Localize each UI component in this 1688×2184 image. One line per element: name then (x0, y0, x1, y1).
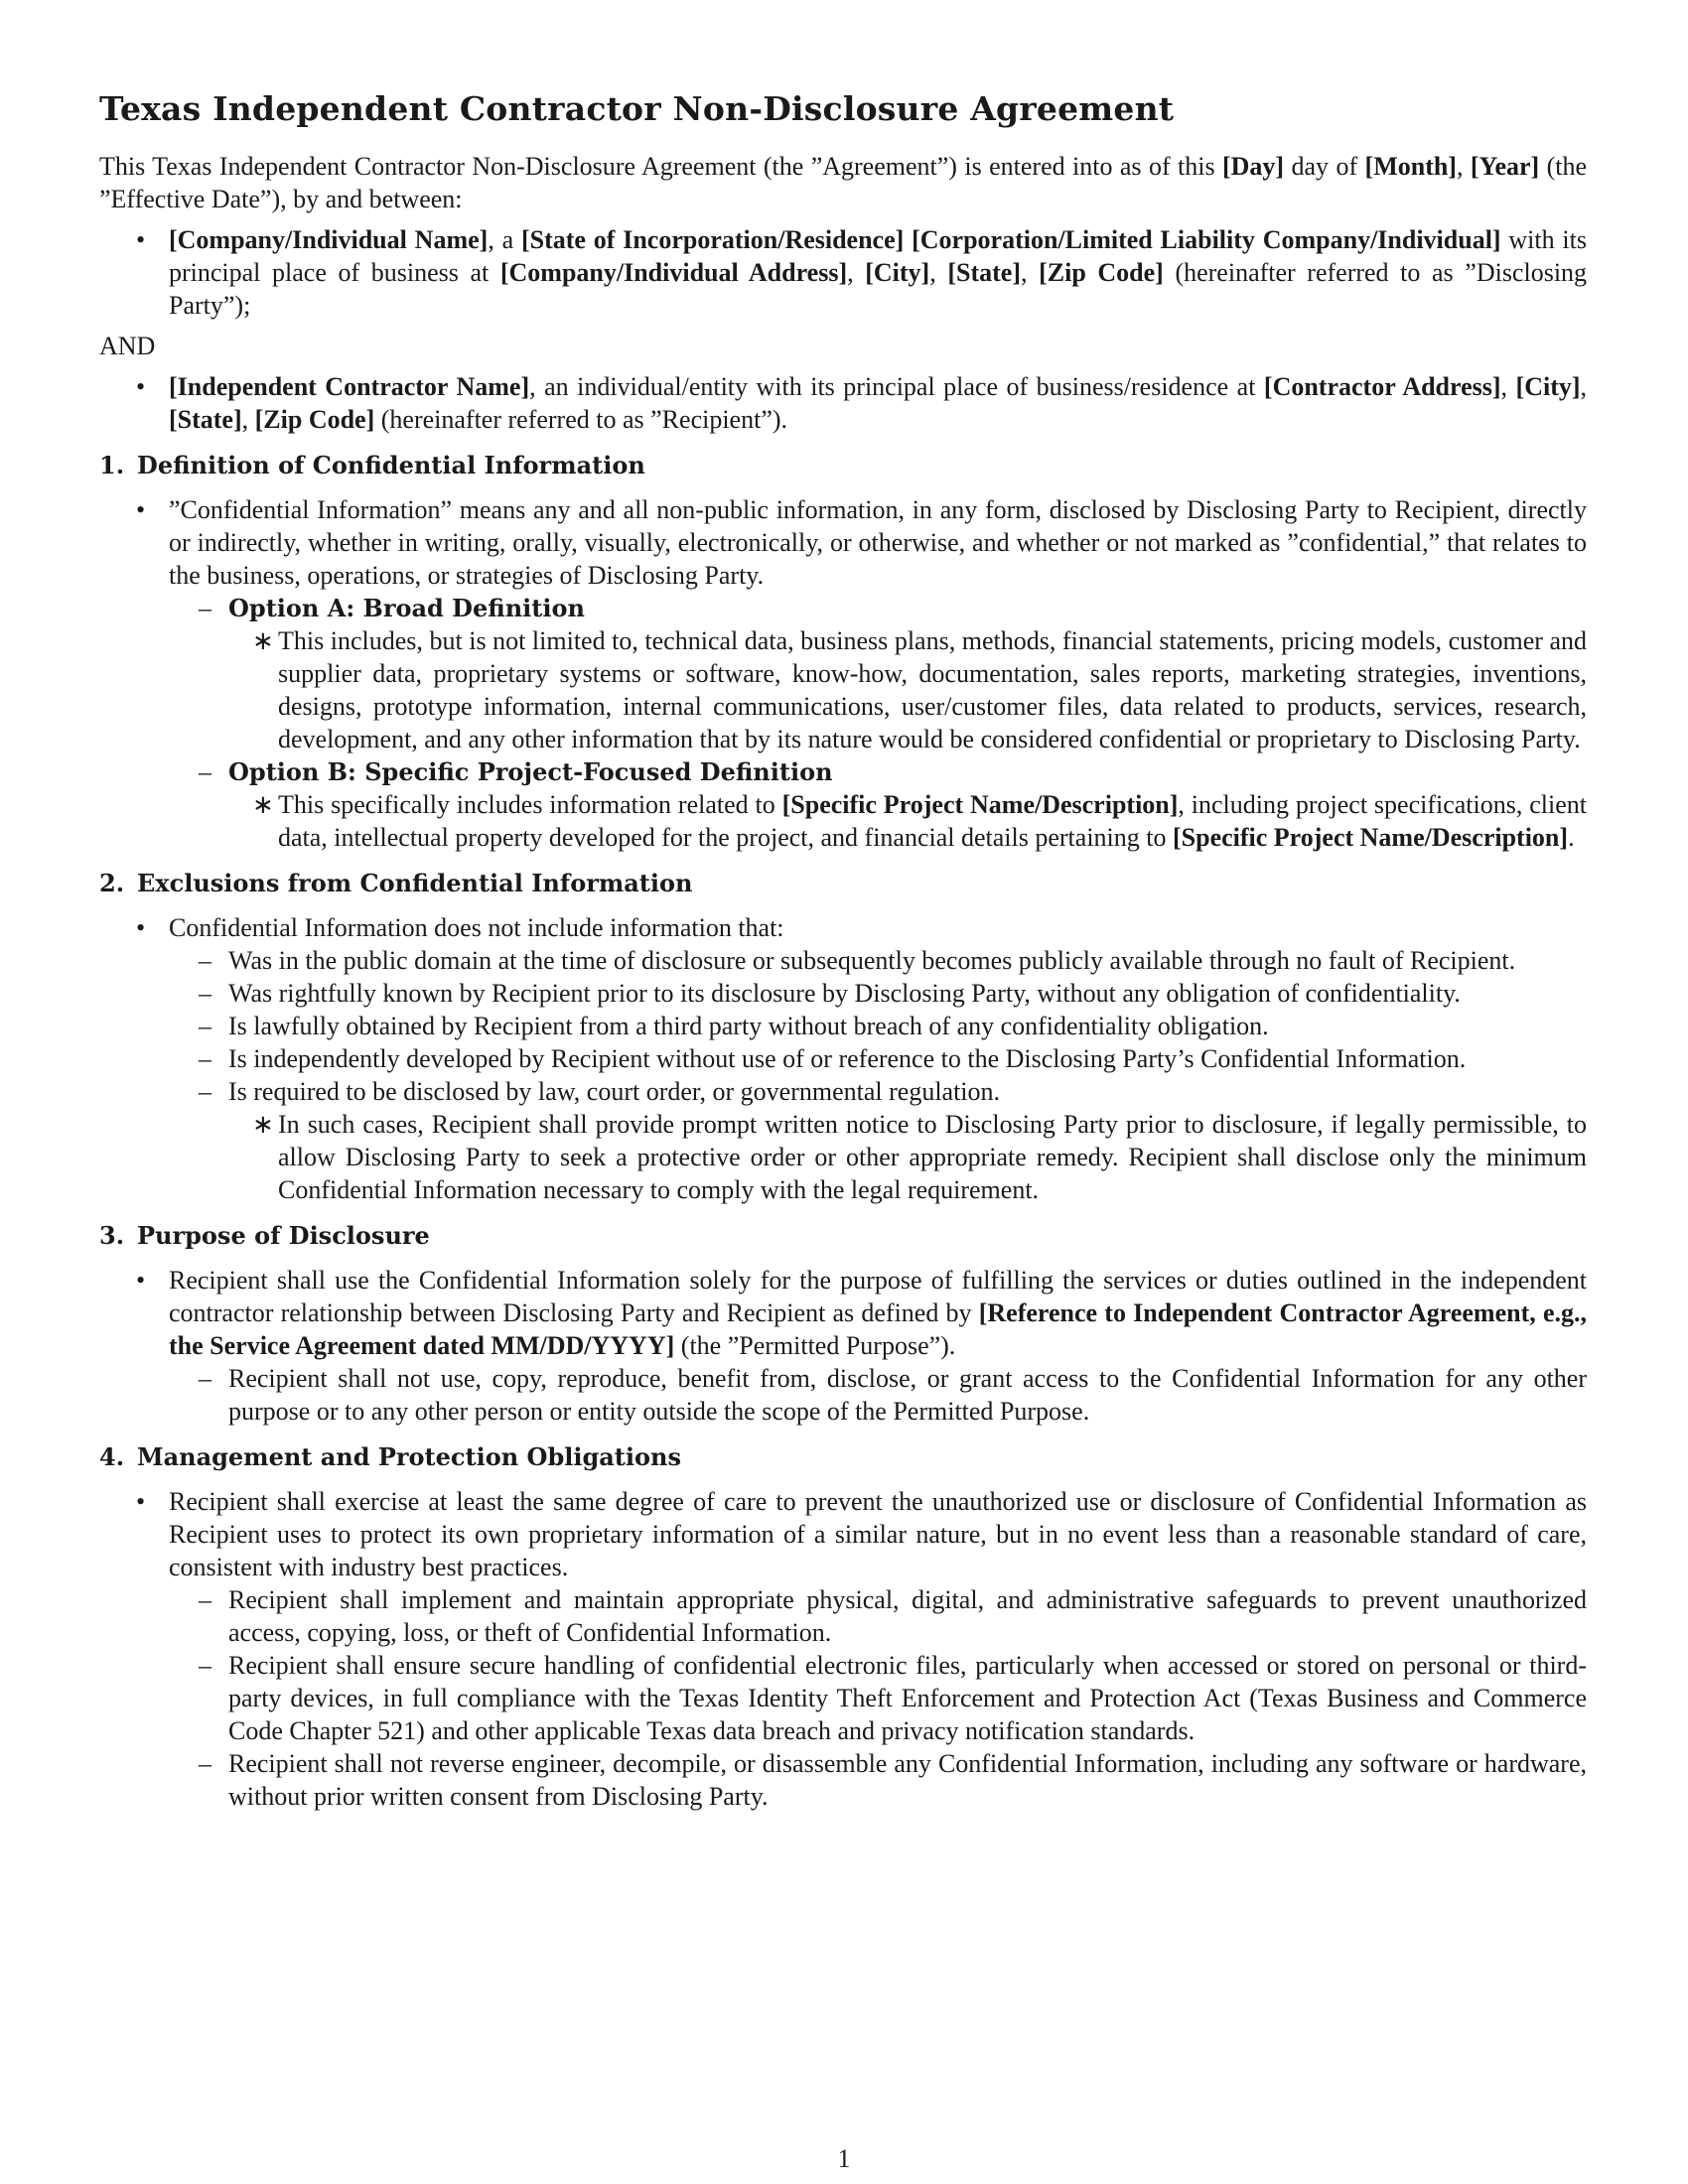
section-text: ”Confidential Information” means any and all non-public information, in any form, disclosed by Disclosing Party to Recipient, directly or indirectly, whether in writing, orally, visually, electronically, or otherwise, and whether or not marked as ”confidential,” that relates to the business, operations, or strategies of Disclosing Party. (169, 495, 1587, 590)
obligation-list (169, 1583, 1587, 1813)
option-title: Option B: Specific Project-Focused Definition (228, 757, 833, 786)
placeholder-month: [Month] (1364, 152, 1457, 181)
intro-text: This Texas Independent Contractor Non-Disclosure Agreement (the ”Agreement”) is entered into as of this (99, 152, 1222, 181)
list-item: – Recipient shall not reverse engineer, decompile, or disassemble any Confidential Information, including any software or hardware, without prior written consent from Disclosing Party. (169, 1747, 1587, 1813)
section-text: (the ”Permitted Purpose”). (674, 1331, 956, 1360)
party-text: , (929, 258, 948, 287)
section-number: 3. (99, 1221, 125, 1250)
section-title: Exclusions from Confidential Information (137, 869, 693, 897)
party-text: , (1580, 372, 1588, 401)
section-number: 4. (99, 1442, 125, 1471)
intro-text: (the ”Effective Date”), by and between: (99, 152, 1588, 213)
list-item: – Recipient shall ensure secure handling of confidential electronic files, particularly when accessed or stored on personal or third-party devices, in full compliance with the Texas Identity Theft Enforcement and Protection Act (Texas Business and Commerce Code Chapter 521) and other applicable Texas data breach and privacy notification standards. (169, 1649, 1587, 1747)
list-item (99, 493, 1587, 854)
placeholder-company-address: [Company/Individual Address] (499, 258, 848, 287)
placeholder-zip: [Zip Code] (1039, 258, 1164, 287)
section-number: 1. (99, 451, 125, 479)
list-item (99, 1485, 1587, 1813)
party-text: , (241, 405, 255, 434)
list-item: ∗ In such cases, Recipient shall provide prompt written notice to Disclosing Party prior to disclosure, if legally permissible, to allow Disclosing Party to seek a protective order or other appropriate remedy. Recipient shall disclose only the minimum Confidential Information necessary to comply with the legal requirement. (228, 1108, 1587, 1206)
option-b (169, 755, 1587, 854)
intro-paragraph (99, 150, 1587, 215)
section-title: Purpose of Disclosure (137, 1221, 430, 1250)
placeholder-city: [City] (865, 258, 930, 287)
option-list (169, 592, 1587, 854)
placeholder-year: [Year] (1470, 152, 1540, 181)
placeholder-project: [Specific Project Name/Description] (1173, 823, 1569, 852)
section-text: . (1568, 823, 1575, 852)
section-text: Recipient shall use the Confidential Information solely for the purpose of fulfilling the services or duties outlined in the independent contractor relationship between Disclosing Party and Recipient as defined by (169, 1266, 1587, 1327)
party-text: , (847, 258, 866, 287)
party-list (99, 223, 1587, 322)
section-4-list (99, 1485, 1587, 1813)
placeholder-entity-type: [Corporation/Limited Liability Company/Individual] (912, 225, 1501, 254)
section-text: Recipient shall exercise at least the same degree of care to prevent the unauthorized use or disclosure of Confidential Information as Recipient uses to protect its own proprietary information of a similar nature, but in no event less than a reasonable standard of care, consistent with industry best practices. (169, 1487, 1587, 1581)
sub-list (228, 1108, 1587, 1206)
option-a (169, 592, 1587, 755)
list-item: – Recipient shall implement and maintain appropriate physical, digital, and administrative safeguards to prevent unauthorized access, copying, loss, or theft of Confidential Information. (169, 1583, 1587, 1649)
exclusion-list (169, 944, 1587, 1206)
section-text: Confidential Information does not include information that: (169, 913, 784, 942)
party-text (904, 225, 912, 254)
placeholder-state-incorporation: [State of Incorporation/Residence] (520, 225, 905, 254)
sub-list (169, 1362, 1587, 1428)
section-title: Definition of Confidential Information (137, 451, 645, 479)
section-text: , including project specifications, client data, intellectual property developed for the project, and financial details pertaining to (278, 790, 1587, 852)
list-item: – Is lawfully obtained by Recipient from a third party without breach of any confidentiality obligation. (169, 1010, 1587, 1042)
placeholder-state: [State] (947, 258, 1021, 287)
section-3-list (99, 1264, 1587, 1428)
placeholder-state: [State] (169, 405, 242, 434)
list-item: – Recipient shall not use, copy, reproduce, benefit from, disclose, or grant access to the Confidential Information for any other purpose or to any other person or entity outside the scope of the Permitted Purpose. (169, 1362, 1587, 1428)
placeholder-contractor-name: [Independent Contractor Name] (169, 372, 530, 401)
section-heading-1 (99, 450, 1587, 481)
party-list (99, 370, 1587, 436)
section-text: This specifically includes information related to (278, 790, 782, 819)
intro-text: , (1456, 152, 1471, 181)
list-item: – Was in the public domain at the time of disclosure or subsequently becomes publicly available through no fault of Recipient. (169, 944, 1587, 977)
section-heading-4 (99, 1441, 1587, 1473)
placeholder-company-name: [Company/Individual Name] (169, 225, 489, 254)
option-title: Option A: Broad Definition (228, 594, 585, 622)
section-heading-3 (99, 1220, 1587, 1252)
list-item (169, 1075, 1587, 1206)
section-1-list (99, 493, 1587, 854)
list-item: ∗ This includes, but is not limited to, technical data, business plans, methods, financial statements, pricing models, customer and supplier data, proprietary systems or software, know-how, documentation, sales reports, marketing strategies, inventions, designs, prototype information, internal communications, user/customer files, data related to products, services, research, development, and any other information that by its nature would be considered confidential or proprietary to Disclosing Party. (228, 624, 1587, 755)
placeholder-zip: [Zip Code] (254, 405, 375, 434)
list-item: – Was rightfully known by Recipient prior to its disclosure by Disclosing Party, without any obligation of confidentiality. (169, 977, 1587, 1010)
placeholder-city: [City] (1515, 372, 1581, 401)
document-title: Texas Independent Contractor Non-Disclosure Agreement (99, 89, 1175, 128)
list-item (228, 788, 1587, 854)
list-item (99, 911, 1587, 1206)
section-2-list (99, 911, 1587, 1206)
page-number: 1 (837, 2144, 851, 2173)
document-page (99, 89, 1587, 1813)
placeholder-project: [Specific Project Name/Description] (781, 790, 1179, 819)
intro-text: day of (1284, 152, 1365, 181)
section-heading-2 (99, 868, 1587, 899)
party-text: with its principal place of business at (169, 225, 1587, 287)
section-text: Is required to be disclosed by law, court order, or governmental regulation. (228, 1077, 1001, 1106)
placeholder-agreement-reference: [Reference to Independent Contractor Agreement, e.g., the Service Agreement dated MM/DD/YYYY] (169, 1298, 1587, 1360)
party-recipient (99, 370, 1587, 436)
party-disclosing (99, 223, 1587, 322)
sub-list (228, 624, 1587, 755)
party-text: , (1500, 372, 1516, 401)
party-text: (hereinafter referred to as ”Recipient”). (374, 405, 788, 434)
party-text: (hereinafter referred to as ”Disclosing Party”); (169, 258, 1588, 320)
party-text: , (1020, 258, 1040, 287)
party-text: , a (488, 225, 521, 254)
placeholder-contractor-address: [Contractor Address] (1263, 372, 1501, 401)
sub-list (228, 788, 1587, 854)
placeholder-day: [Day] (1222, 152, 1285, 181)
party-text: , an individual/entity with its principal place of business/residence at (529, 372, 1264, 401)
and-separator: AND (99, 332, 156, 360)
list-item: – Is independently developed by Recipient without use of or reference to the Disclosing Party’s Confidential Information. (169, 1042, 1587, 1075)
section-title: Management and Protection Obligations (137, 1442, 681, 1471)
section-number: 2. (99, 869, 125, 897)
list-item (99, 1264, 1587, 1428)
